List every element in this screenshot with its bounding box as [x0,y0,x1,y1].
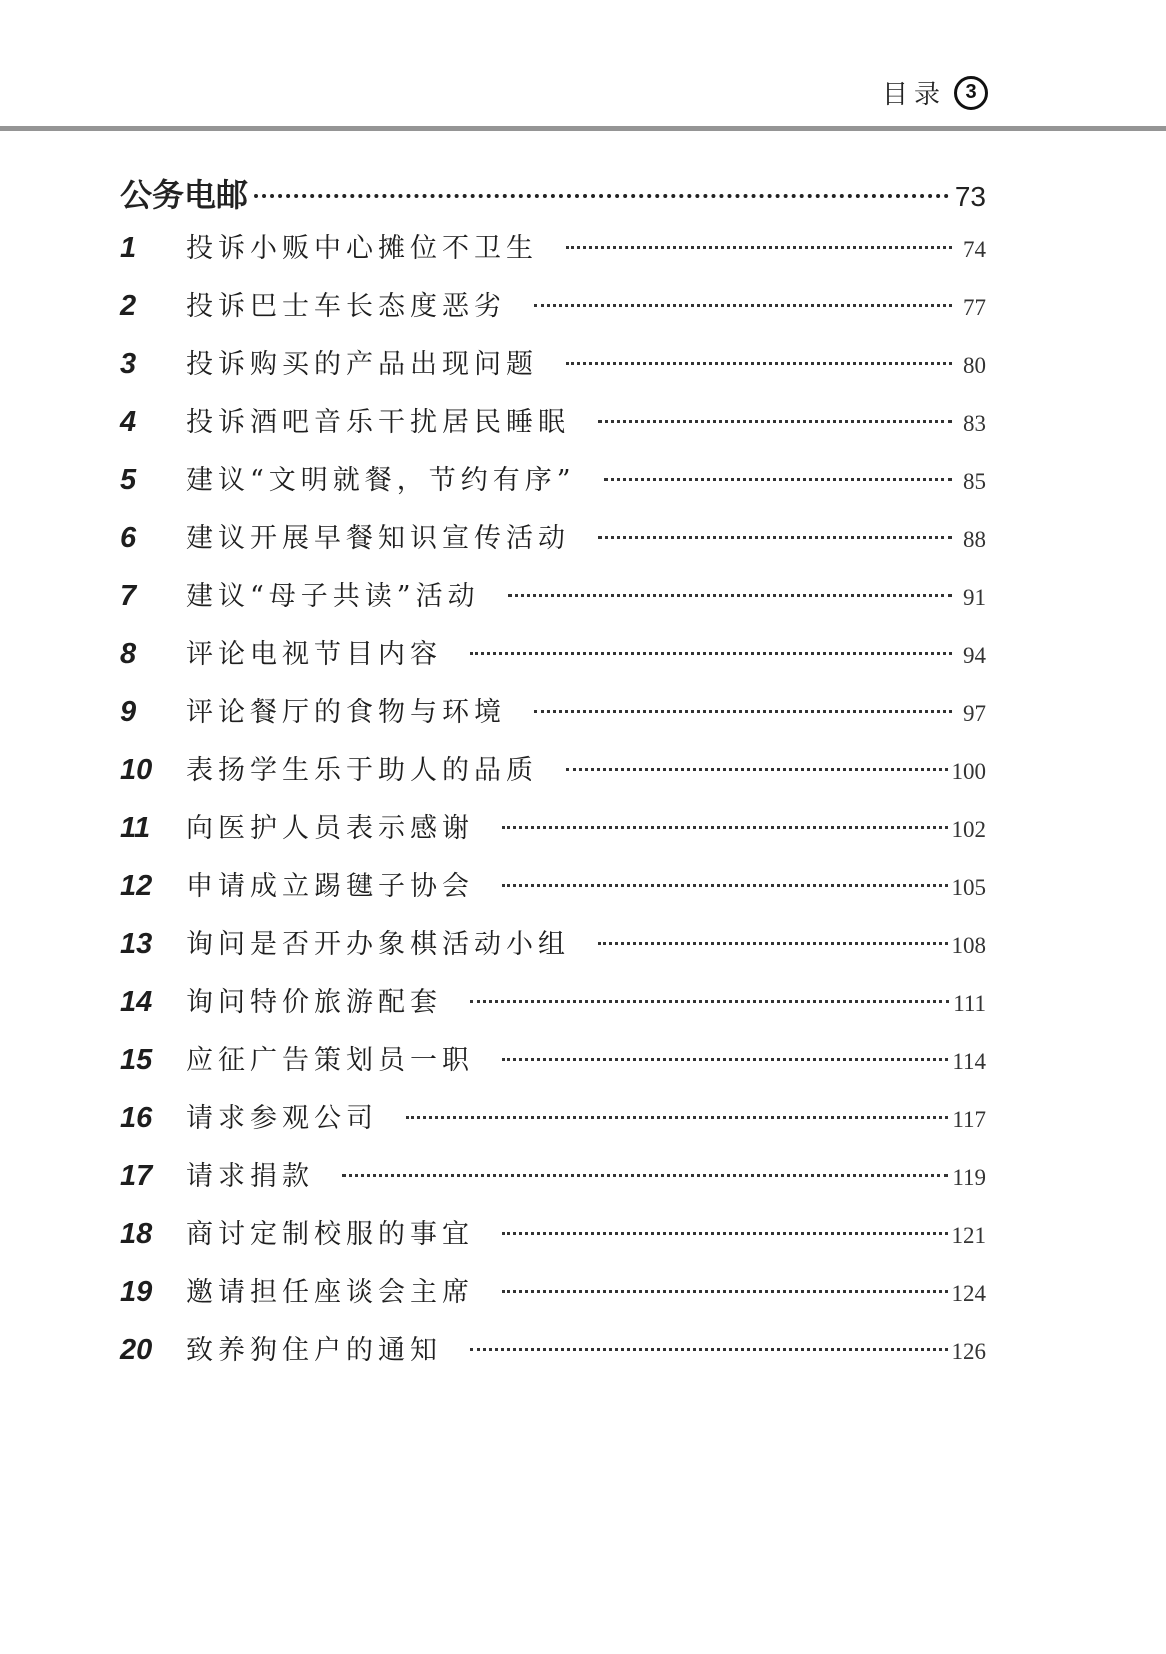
header-rule [0,126,1166,131]
dot-leader [604,478,952,481]
dot-leader [254,194,949,198]
dot-leader [598,420,952,423]
entry-page: 83 [963,411,986,436]
dot-leader [342,1174,948,1177]
toc-entry[interactable] [120,226,986,284]
entry-title: 应征广告策划员一职 [186,1045,474,1076]
entry-number: 11 [120,812,151,844]
section-title: 公务电邮 [120,177,249,213]
toc-entry[interactable] [120,284,986,342]
toc-entry[interactable] [120,864,986,922]
entry-title: 评论电视节目内容 [186,639,442,670]
entry-page: 121 [951,1223,986,1248]
toc-entry[interactable] [120,1154,986,1212]
page-number-badge: 3 [954,76,988,110]
entry-title: 向医护人员表示感谢 [186,813,474,844]
entry-page: 117 [952,1107,986,1132]
entry-number: 7 [120,580,137,612]
entry-number: 12 [120,870,153,902]
entry-page: 100 [951,759,986,784]
entry-number: 15 [120,1044,153,1076]
toc-entry[interactable] [120,400,986,458]
dot-leader [566,768,948,771]
entry-title: 建议“文明就餐，节约有序” [186,465,576,496]
entry-title: 投诉小贩中心摊位不卫生 [186,233,538,264]
entry-title: 请求参观公司 [186,1103,378,1134]
entry-number: 5 [120,464,137,496]
running-header [882,74,988,111]
toc-entry[interactable] [120,574,986,632]
entry-number: 2 [120,290,137,322]
toc-entry[interactable] [120,922,986,980]
dot-leader [502,826,948,829]
entry-title: 投诉巴士车长态度恶劣 [186,291,506,322]
entry-title: 致养狗住户的通知 [186,1335,442,1366]
dot-leader [502,1058,948,1061]
dot-leader [598,536,952,539]
dot-leader [470,1000,949,1003]
toc-entries [120,226,986,1386]
dot-leader [502,1232,948,1235]
dot-leader [470,652,952,655]
dot-leader [470,1348,948,1351]
toc-section[interactable] [120,170,986,226]
entry-page: 94 [963,643,986,668]
entry-number: 8 [120,638,137,670]
entry-page: 102 [951,817,986,842]
entry-title: 申请成立踢毽子协会 [186,871,474,902]
entry-number: 1 [120,232,137,264]
entry-title: 询问是否开办象棋活动小组 [186,929,570,960]
entry-title: 建议“母子共读”活动 [186,581,480,612]
entry-title: 询问特价旅游配套 [186,987,442,1018]
entry-page: 74 [963,237,986,262]
entry-number: 17 [120,1160,153,1192]
entry-number: 14 [120,986,153,1018]
entry-page: 126 [951,1339,986,1364]
toc-entry[interactable] [120,748,986,806]
toc-entry[interactable] [120,1328,986,1386]
entry-title: 投诉酒吧音乐干扰居民睡眠 [186,407,570,438]
toc-entry[interactable] [120,980,986,1038]
section-page: 73 [954,181,986,212]
dot-leader [598,942,948,945]
entry-number: 4 [120,406,137,438]
entry-page: 97 [963,701,986,726]
dot-leader [566,246,952,249]
toc-entry[interactable] [120,1038,986,1096]
entry-title: 邀请担任座谈会主席 [186,1277,474,1308]
entry-title: 评论餐厅的食物与环境 [186,697,506,728]
entry-number: 20 [120,1334,153,1366]
entry-number: 13 [120,928,153,960]
entry-page: 88 [963,527,986,552]
toc-entry[interactable] [120,1270,986,1328]
entry-title: 投诉购买的产品出现问题 [186,349,538,380]
entry-title: 请求捐款 [186,1161,314,1192]
entry-page: 124 [951,1281,986,1306]
toc-entry[interactable] [120,1096,986,1154]
dot-leader [508,594,952,597]
dot-leader [502,1290,948,1293]
entry-title: 商讨定制校服的事宜 [186,1219,474,1250]
dot-leader [534,304,952,307]
toc-entry[interactable] [120,342,986,400]
toc-entry[interactable] [120,1212,986,1270]
entry-page: 119 [952,1165,986,1190]
entry-number: 9 [120,696,137,728]
entry-title: 建议开展早餐知识宣传活动 [186,523,570,554]
toc-entry[interactable] [120,458,986,516]
dot-leader [406,1116,948,1119]
entry-page: 80 [963,353,986,378]
dot-leader [534,710,952,713]
entry-page: 111 [953,991,986,1016]
dot-leader [566,362,952,365]
entry-page: 114 [952,1049,986,1074]
entry-title: 表扬学生乐于助人的品质 [186,755,538,786]
dot-leader [502,884,948,887]
toc-entry[interactable] [120,632,986,690]
entry-number: 18 [120,1218,153,1250]
entry-number: 3 [120,348,137,380]
header-title: 目录 [881,80,946,110]
entry-number: 6 [120,522,137,554]
entry-number: 16 [120,1102,153,1134]
entry-number: 19 [120,1276,153,1308]
entry-page: 77 [963,295,986,320]
toc-entry[interactable] [120,690,986,748]
table-of-contents [120,170,986,1386]
toc-entry[interactable] [120,516,986,574]
entry-page: 85 [963,469,986,494]
entry-page: 105 [951,875,986,900]
entry-page: 108 [951,933,986,958]
toc-entry[interactable] [120,806,986,864]
entry-page: 91 [963,585,986,610]
entry-number: 10 [120,754,153,786]
